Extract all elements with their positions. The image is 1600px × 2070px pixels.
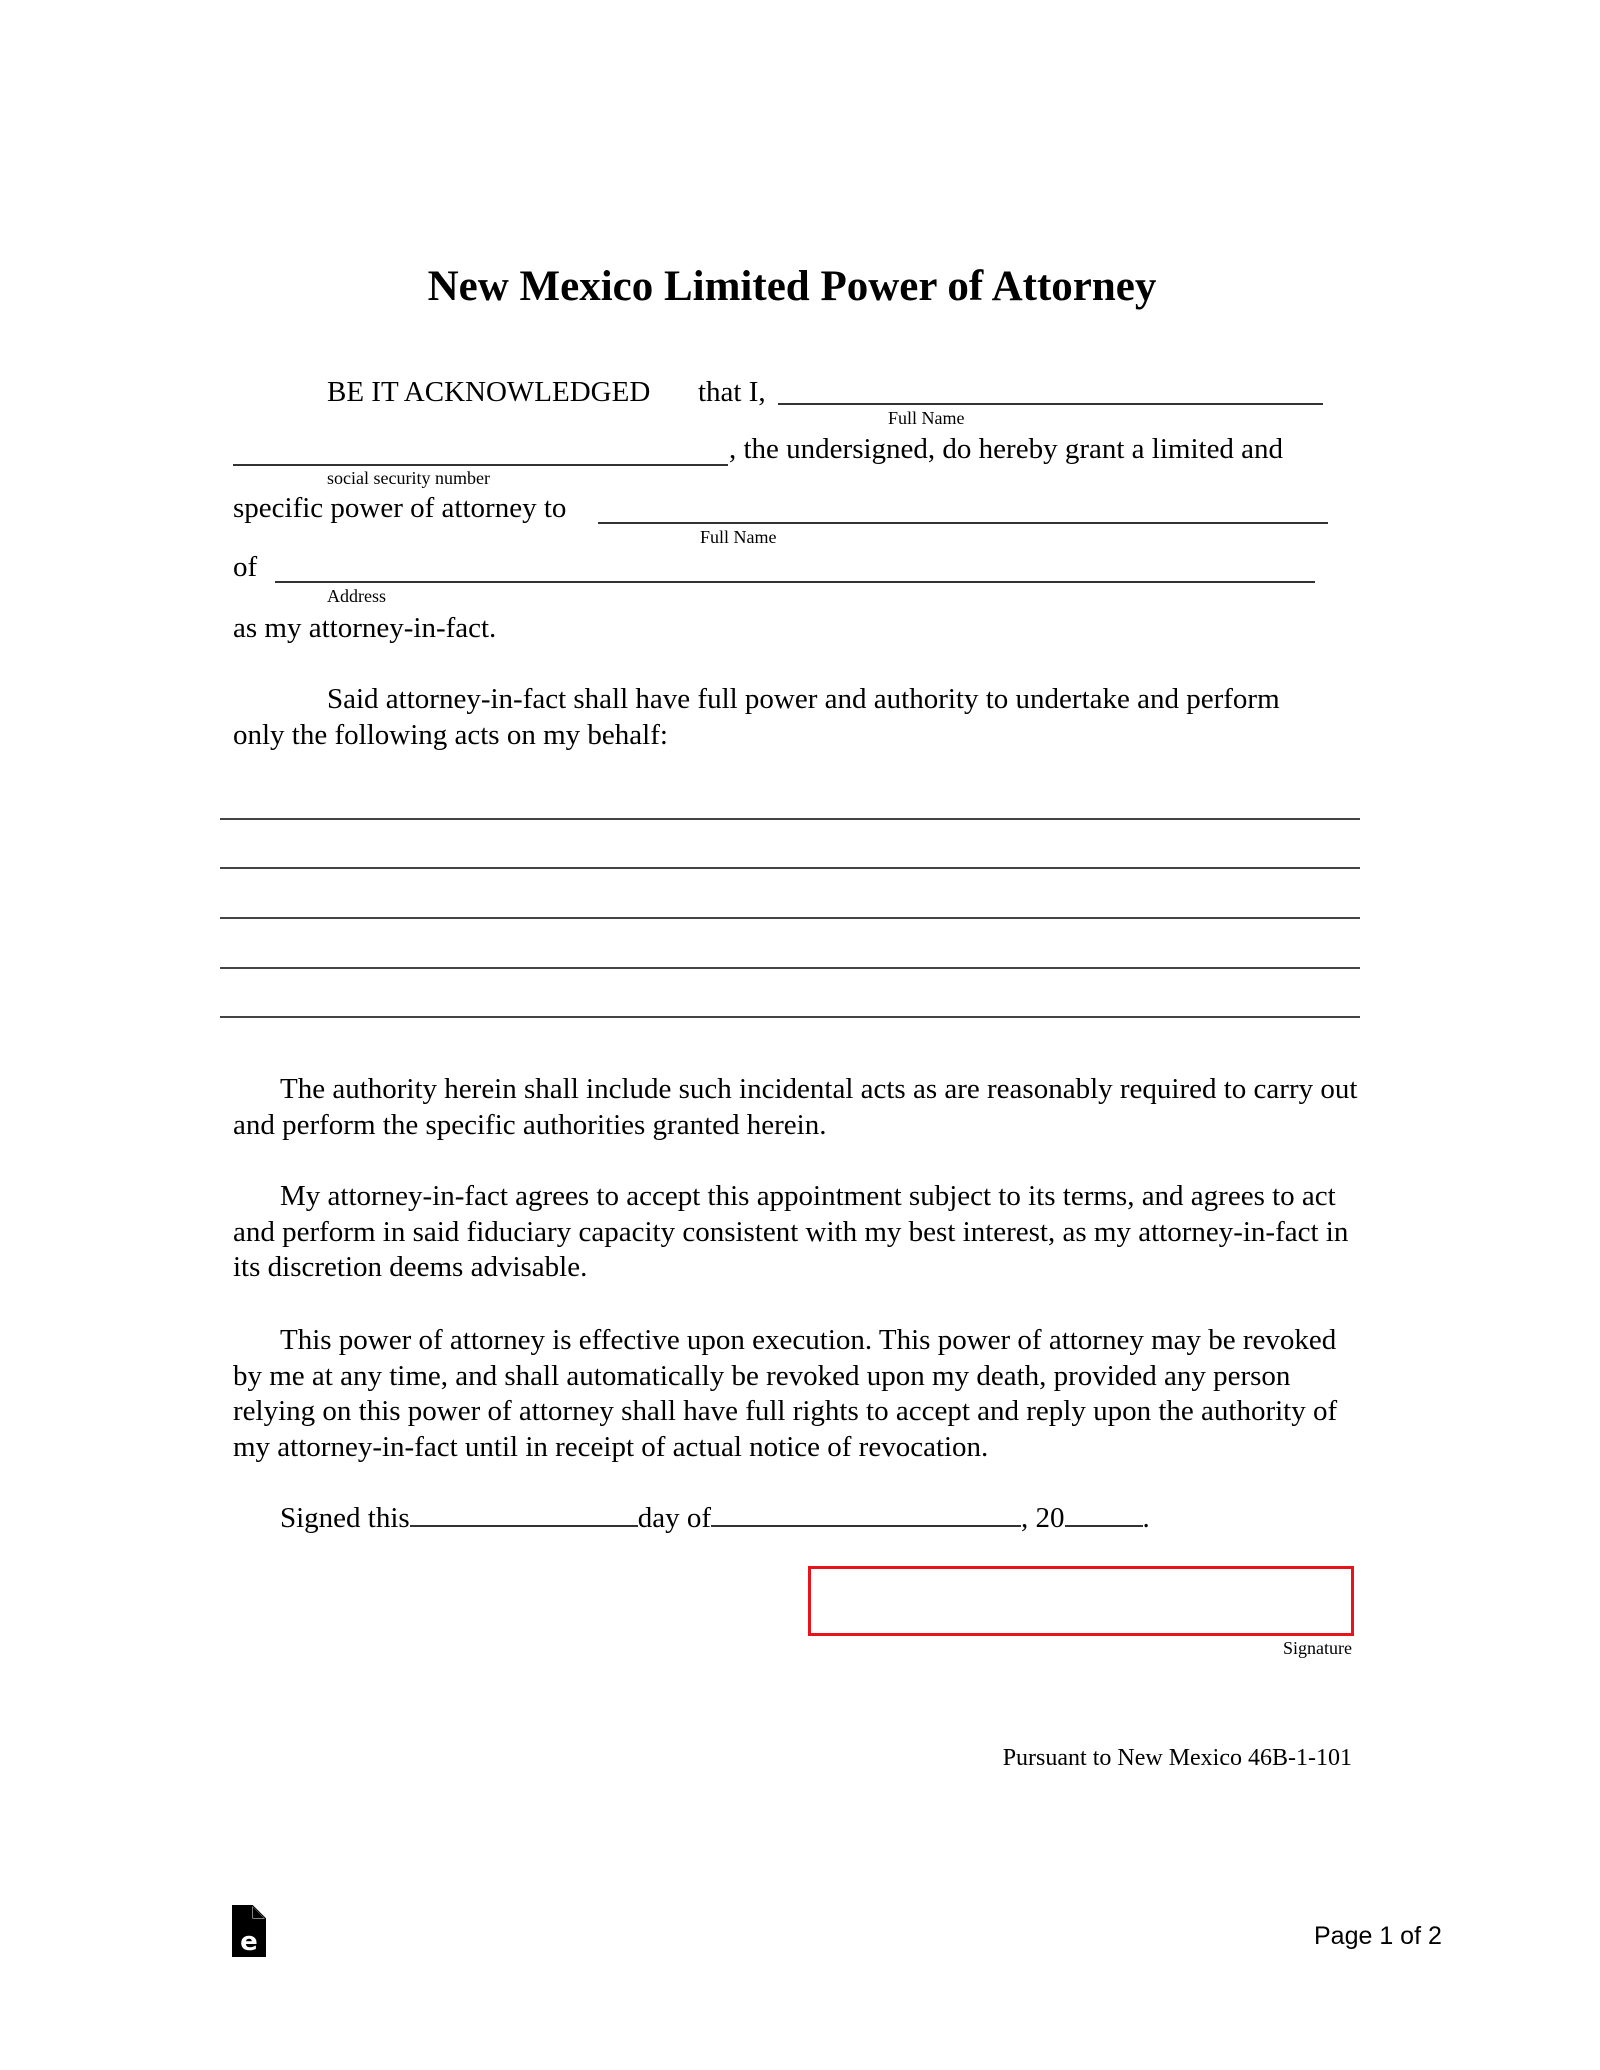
- paragraph-incidental-acts: The authority herein shall include such incidental acts as are reasonably required to carry out and perform the specific authorities granted herein.: [233, 1073, 1358, 1141]
- intro-as-attorney: as my attorney-in-fact.: [233, 612, 497, 644]
- signed-this-label: Signed this: [280, 1502, 410, 1534]
- signed-line: [280, 1500, 1150, 1536]
- label-ssn: social security number: [327, 468, 490, 488]
- intro-of: of: [233, 551, 258, 583]
- intro-undersigned: , the undersigned, do hereby grant a limited and: [729, 433, 1284, 465]
- acts-line-1[interactable]: [220, 818, 1360, 820]
- day-field[interactable]: [410, 1501, 638, 1527]
- intro-lead: BE IT ACKNOWLEDGED: [327, 376, 651, 408]
- document-e-logo-icon: [232, 1905, 266, 1957]
- page-number: Page 1 of 2: [1314, 1922, 1442, 1950]
- signature-field[interactable]: [808, 1566, 1354, 1636]
- authority-line-1: Said attorney-in-fact shall have full power and authority to undertake and perform: [327, 683, 1280, 715]
- statute-reference: Pursuant to New Mexico 46B-1-101: [1002, 1745, 1352, 1771]
- intro-specific-power: specific power of attorney to: [233, 492, 567, 524]
- authority-line-2: only the following acts on my behalf:: [233, 719, 668, 751]
- paragraph-acceptance: My attorney-in-fact agrees to accept this appointment subject to its terms, and agrees to act and perform in said fiduciary capacity consistent with my best interest, as my attorney-in-fact in its discretion deems advisable.: [233, 1180, 1349, 1283]
- ssn-field[interactable]: [233, 464, 728, 466]
- acts-line-2[interactable]: [220, 867, 1360, 869]
- year-prefix: , 20: [1021, 1502, 1065, 1534]
- attorney-address-field[interactable]: [275, 581, 1315, 583]
- attorney-name-field[interactable]: [598, 522, 1328, 524]
- label-full-name-principal: Full Name: [888, 408, 965, 428]
- paragraph-effective-revocation: This power of attorney is effective upon execution. This power of attorney may be revoked by me at any time, and shall automatically be revoked upon my death, provided any person relying on this power of attorney shall have full rights to accept and reply upon the authority of my attorney-in-fact until in receipt of actual notice of revocation.: [233, 1324, 1338, 1463]
- label-address: Address: [327, 586, 386, 606]
- document-title: New Mexico Limited Power of Attorney: [427, 263, 1157, 310]
- acts-line-3[interactable]: [220, 917, 1360, 919]
- principal-name-field[interactable]: [778, 403, 1323, 405]
- month-field[interactable]: [711, 1501, 1021, 1527]
- day-of-label: day of: [637, 1502, 711, 1534]
- intro-that: that I,: [698, 376, 766, 408]
- acts-line-4[interactable]: [220, 967, 1360, 969]
- acts-line-5[interactable]: [220, 1016, 1360, 1018]
- signed-end: .: [1142, 1502, 1150, 1534]
- label-signature: Signature: [1283, 1638, 1352, 1658]
- label-full-name-attorney: Full Name: [700, 527, 777, 547]
- year-field[interactable]: [1065, 1501, 1143, 1527]
- svg-text:e: e: [240, 1927, 258, 1957]
